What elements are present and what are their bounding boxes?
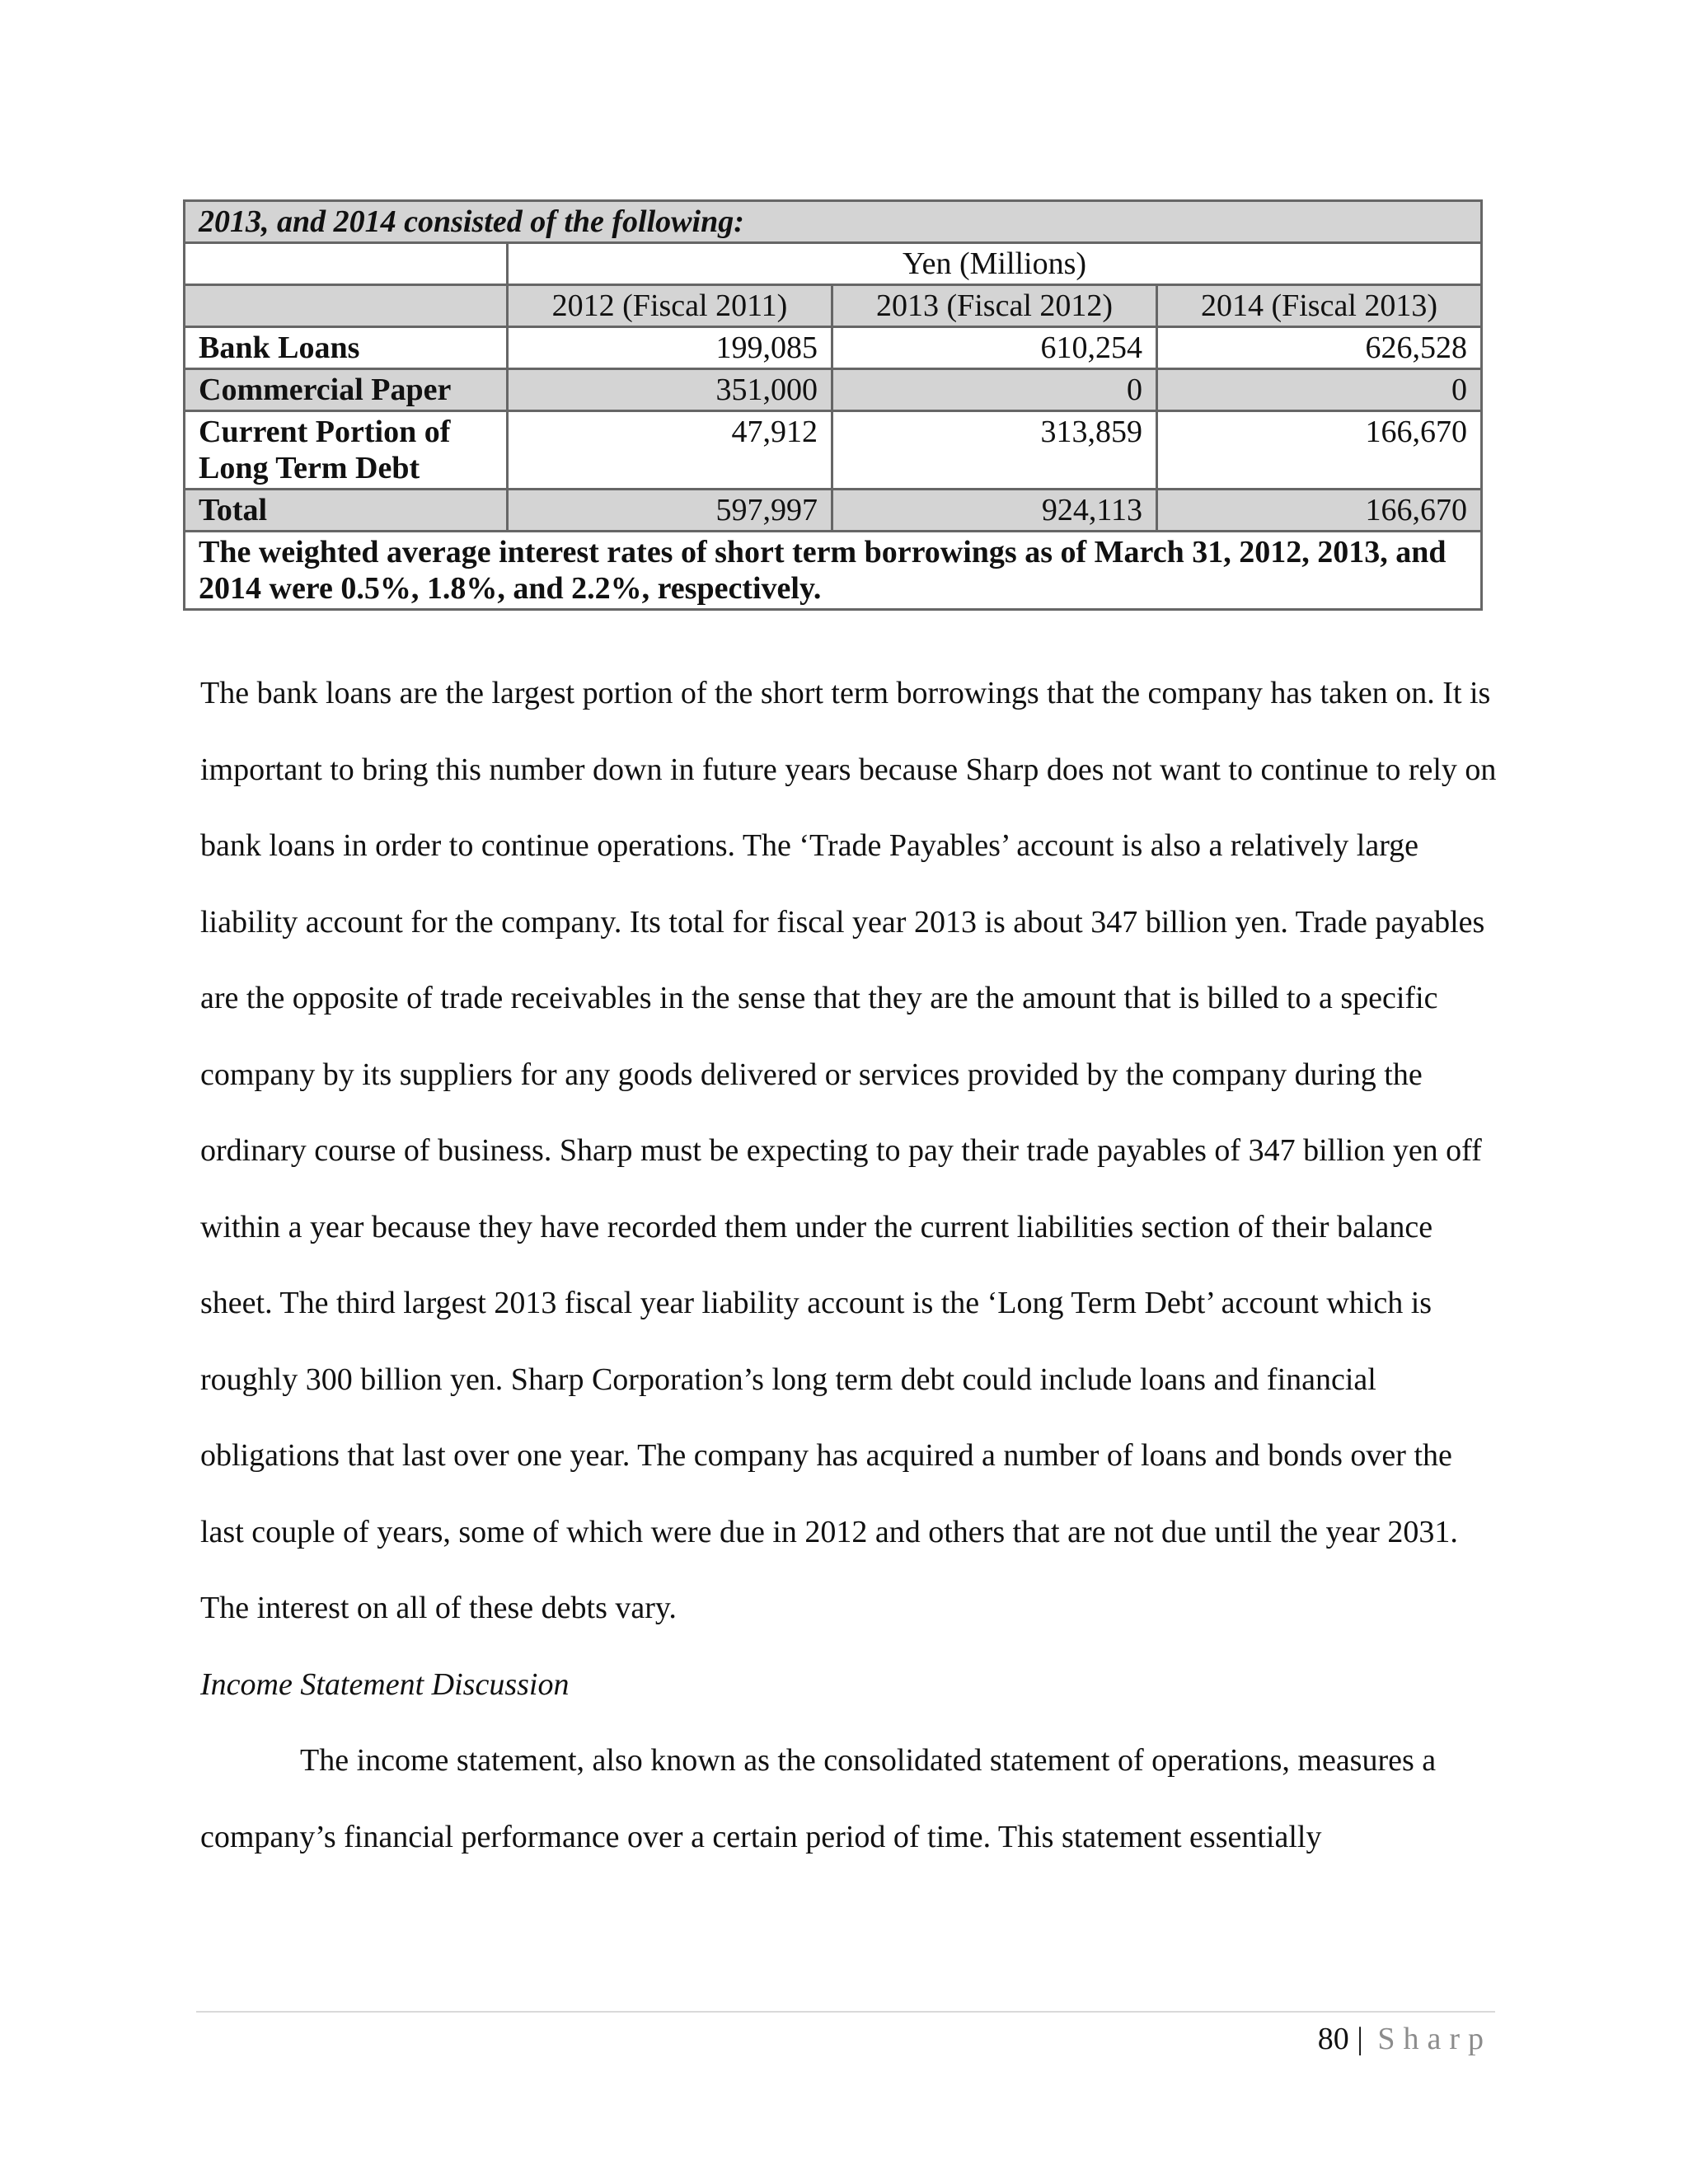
- footer-divider: [196, 2011, 1495, 2013]
- body-text: [200, 655, 1503, 1875]
- table-note: The weighted average interest rates of short term borrowings as of March 31, 2012, 2013, and 2014 were 0.5%, 1.8%, and 2.2%, respectively.: [185, 532, 1482, 610]
- empty-header-cell: [185, 243, 508, 285]
- row-label: Bank Loans: [185, 327, 508, 369]
- cell-value: 0: [1157, 369, 1482, 411]
- table-row: [185, 369, 1482, 411]
- row-label: Commercial Paper: [185, 369, 508, 411]
- cell-value: 610,254: [832, 327, 1157, 369]
- cell-value: 313,859: [832, 411, 1157, 490]
- table-caption-row: [185, 201, 1482, 243]
- unit-header: Yen (Millions): [508, 243, 1482, 285]
- paragraph: The bank loans are the largest portion of the short term borrowings that the company has taken on. It is important to bring this number down in future years because Sharp does not want to continue to rely on bank loans in order to continue operations. The ‘Trade Payables’ account is also a relatively large liability account for the company. Its total for fiscal year 2013 is about 347 billion yen. Trade payables are the opposite of trade receivables in the sense that they are the amount that is billed to a specific company by its suppliers for any goods delivered or services provided by the company during the ordinary course of business. Sharp must be expecting to pay their trade payables of 347 billion yen off within a year because they have recorded them under the current liabilities section of their balance sheet. The third largest 2013 fiscal year liability account is the ‘Long Term Debt’ account which is roughly 300 billion yen. Sharp Corporation’s long term debt could include loans and financial obligations that last over one year. The company has acquired a number of loans and bonds over the last couple of years, some of which were due in 2012 and others that are not due until the year 2031. The interest on all of these debts vary.: [200, 676, 1497, 1625]
- cell-value: 199,085: [508, 327, 832, 369]
- footer-brand: Sharp: [1377, 2022, 1492, 2056]
- column-header-2013: 2013 (Fiscal 2012): [832, 285, 1157, 327]
- empty-header-cell: [185, 285, 508, 327]
- cell-value: 597,997: [508, 490, 832, 532]
- cell-value: 0: [832, 369, 1157, 411]
- paragraph: The income statement, also known as the consolidated statement of operations, measures a company’s financial performance over a certain period of time. This statement essentially: [200, 1743, 1437, 1854]
- row-label: Current Portion of Long Term Debt: [185, 411, 508, 490]
- table-note-row: [185, 532, 1482, 610]
- column-header-row: [185, 285, 1482, 327]
- cell-value: 166,670: [1157, 411, 1482, 490]
- section-heading: Income Statement Discussion: [200, 1666, 570, 1702]
- table-row: [185, 411, 1482, 490]
- cell-value: 47,912: [508, 411, 832, 490]
- unit-header-row: [185, 243, 1482, 285]
- table-row-total: [185, 490, 1482, 532]
- page-number: 80: [1317, 2022, 1349, 2056]
- page-footer: [1318, 2021, 1492, 2057]
- table-row: [185, 327, 1482, 369]
- column-header-2014: 2014 (Fiscal 2013): [1157, 285, 1482, 327]
- short-term-borrowings-table: [183, 199, 1483, 611]
- cell-value: 351,000: [508, 369, 832, 411]
- borrowings-table-container: [183, 199, 1480, 611]
- cell-value: 166,670: [1157, 490, 1482, 532]
- cell-value: 626,528: [1157, 327, 1482, 369]
- footer-separator: |: [1357, 2022, 1363, 2056]
- cell-value: 924,113: [832, 490, 1157, 532]
- column-header-2012: 2012 (Fiscal 2011): [508, 285, 832, 327]
- row-label: Total: [185, 490, 508, 532]
- table-caption: 2013, and 2014 consisted of the following:: [185, 201, 1482, 243]
